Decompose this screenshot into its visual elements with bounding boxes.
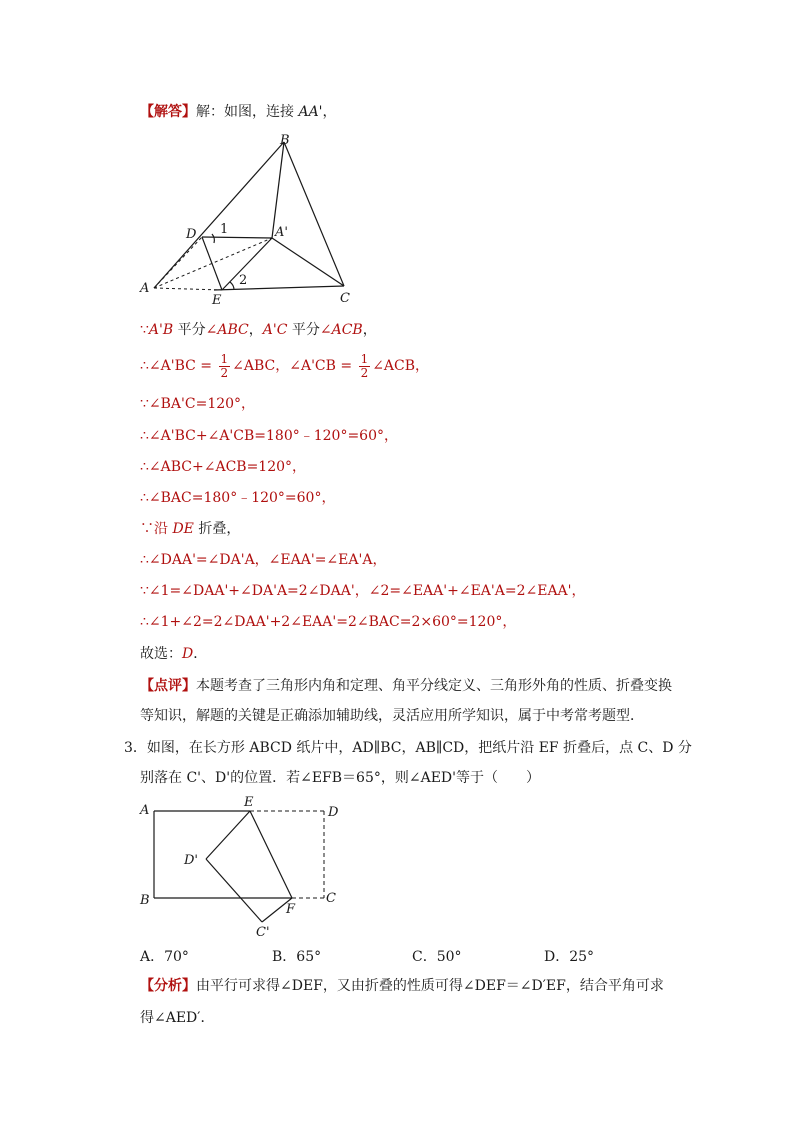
label-angle-1: 1 xyxy=(220,222,229,237)
question-3-line-2: 别落在 C'、D'的位置．若∠EFB＝65°，则∠AED'等于（ ） xyxy=(140,770,540,786)
fraction-half: $\frac{1}{2}$ xyxy=(360,351,369,380)
answer-header: 【解答】解：如图，连接 AA'， xyxy=(140,104,337,120)
triangle-figure xyxy=(130,130,370,314)
label-E: E xyxy=(244,795,254,810)
comment-line-2: 等知识，解题的关键是正确添加辅助线，灵活应用所学知识，属于中考常考题型． xyxy=(140,708,644,724)
option-d: D．25° xyxy=(544,949,595,965)
solution-line-8: ∴∠DAA'=∠DA'A，∠EAA'=∠EA'A， xyxy=(140,552,387,568)
label-C-prime: C' xyxy=(256,925,270,940)
question-3-line-1: 3．如图，在长方形 ABCD 纸片中，AD∥BC，AB∥CD，把纸片沿 EF 折叠后，点 C、D 分 xyxy=(124,740,692,756)
solution-line-4: ∴∠A'BC+∠A'CB=180°﹣120°=60°， xyxy=(140,428,398,444)
solution-line-9: ∵∠1=∠DAA'+∠DA'A=2∠DAA'，∠2=∠EAA'+∠EA'A=2∠EAA'， xyxy=(140,583,586,599)
answer-intro: 解：如图，连接 xyxy=(196,104,299,120)
solution-line-1: ∵A'B 平分∠ABC，A'C 平分∠ACB， xyxy=(140,322,377,338)
label-A: A xyxy=(140,803,150,818)
answer-var: AA' xyxy=(298,104,323,120)
label-F: F xyxy=(286,902,296,917)
analysis-line-1: 【分析】由平行可求得∠DEF，又由折叠的性质可得∠DEF＝∠D′EF，结合平角可求 xyxy=(140,978,664,994)
solution-line-7: ∵沿 DE 折叠， xyxy=(140,521,241,537)
choose-line: 故选：D． xyxy=(140,646,208,662)
label-A: A xyxy=(140,281,150,296)
answer-tag: 【解答】 xyxy=(140,104,196,120)
label-A-prime: A' xyxy=(275,225,288,240)
label-C: C xyxy=(340,291,350,306)
label-E: E xyxy=(212,293,222,308)
fraction-half: $\frac{1}{2}$ xyxy=(220,351,229,380)
label-D: D xyxy=(328,805,339,820)
analysis-tag: 【分析】 xyxy=(140,978,196,994)
label-C: C xyxy=(326,891,336,906)
comment-tag: 【点评】 xyxy=(140,678,196,694)
label-angle-2: 2 xyxy=(239,273,248,288)
solution-line-10: ∴∠1+∠2=2∠DAA'+2∠EAA'=2∠BAC=2×60°=120°， xyxy=(140,614,517,630)
comment-line-1: 【点评】本题考查了三角形内角和定理、角平分线定义、三角形外角的性质、折叠变换 xyxy=(140,678,672,694)
rectangle-fold-figure xyxy=(130,792,360,946)
analysis-line-2: 得∠AED′． xyxy=(140,1010,215,1026)
option-a: A．70° xyxy=(140,949,189,965)
solution-line-5: ∴∠ABC+∠ACB=120°， xyxy=(140,459,307,475)
option-c: C．50° xyxy=(412,949,462,965)
label-B: B xyxy=(140,893,150,908)
label-B: B xyxy=(280,133,290,148)
solution-line-2: ∴∠A'BC = $\frac{1}{2}$ ∠ABC，∠A'CB = $\frac{1}{2}$ ∠ACB， xyxy=(140,351,430,380)
option-b: B．65° xyxy=(272,949,322,965)
solution-line-3: ∵∠BA'C=120°， xyxy=(140,396,256,412)
solution-line-6: ∴∠BAC=180°﹣120°=60°， xyxy=(140,490,336,506)
label-D: D xyxy=(186,227,197,242)
label-D-prime: D' xyxy=(184,853,198,868)
